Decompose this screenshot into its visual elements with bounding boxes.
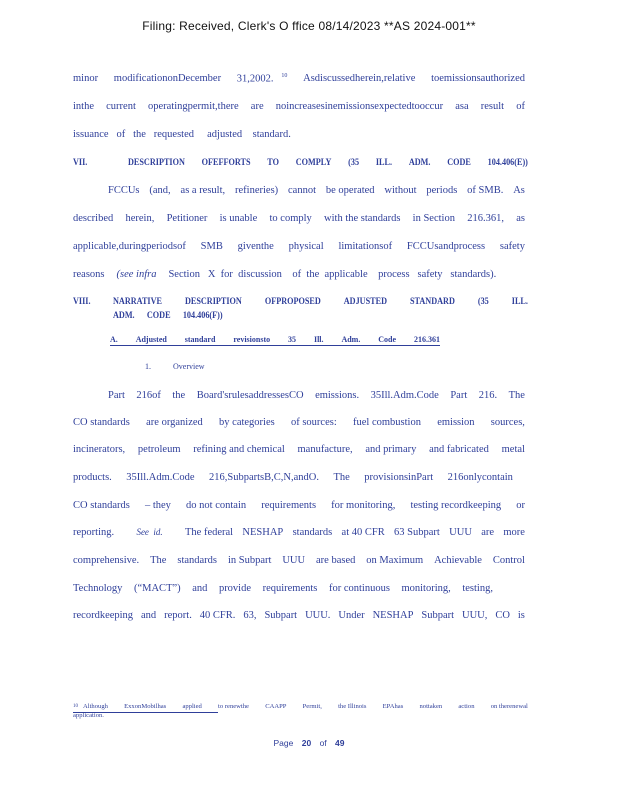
word: Petitioner — [166, 213, 208, 224]
word: are organized — [146, 417, 203, 428]
word: SMB — [200, 241, 223, 252]
word: 35 — [288, 335, 297, 344]
word: asa — [455, 101, 469, 112]
word: (“MACT”) — [133, 583, 181, 594]
word: DESCRIPTION — [128, 157, 185, 168]
word: noincreasesinemissionsexpectedtooccur — [275, 101, 444, 112]
word: physical — [288, 241, 324, 252]
word: Board'srulesaddressesCO — [196, 390, 304, 401]
word: of sources: — [290, 417, 337, 428]
word: COMPLY — [295, 157, 332, 168]
word: current — [106, 101, 136, 112]
word: reasons — [73, 269, 105, 280]
word: 216,SubpartsB,C,N,andO. — [209, 472, 319, 483]
word: NARRATIVE — [113, 296, 162, 307]
word: at 40 CFR — [341, 527, 385, 538]
word: 104.406(E)) — [487, 157, 528, 168]
word: nottaken — [419, 703, 443, 710]
word: CO — [495, 610, 510, 621]
word: Part — [108, 390, 125, 401]
word: Technology — [73, 583, 123, 594]
word: A. — [110, 335, 118, 344]
subsection-1-heading — [145, 362, 205, 371]
subsection-a-heading — [110, 335, 440, 346]
word: for continuous — [328, 583, 390, 594]
section-viii-heading — [73, 296, 528, 306]
word: with the standards — [324, 213, 401, 224]
word: for monitoring, — [331, 500, 396, 511]
subsection-title: Overview — [173, 362, 205, 371]
word: CODE — [447, 157, 471, 168]
word: Achievable — [434, 555, 482, 566]
word: The federal — [185, 527, 234, 538]
word: refining and chemical — [193, 444, 285, 455]
footnote-words — [83, 702, 528, 711]
word: toemissionsauthorized — [431, 73, 525, 84]
page-of: of — [319, 738, 327, 748]
heading-words — [128, 157, 528, 167]
word: TO — [267, 157, 279, 168]
word: 35Ill.Adm.Code — [126, 472, 195, 483]
word: standard — [184, 335, 216, 344]
word: described — [73, 213, 114, 224]
footnote-reference[interactable]: 10 — [281, 73, 288, 79]
footnote-line-1 — [73, 702, 528, 711]
word: (35 — [348, 157, 360, 168]
word: UUU — [282, 555, 306, 566]
total-pages: 49 — [335, 738, 345, 748]
paragraph-3-line-8 — [73, 583, 493, 594]
word: EPAhas — [382, 703, 404, 710]
word: emissions. — [315, 390, 360, 401]
word: herein, — [125, 213, 155, 224]
paragraph-1-line-2 — [73, 101, 525, 112]
word: without — [384, 185, 417, 196]
word: CO standards — [73, 417, 130, 428]
word: OFEFFORTS — [201, 157, 251, 168]
word: are — [481, 527, 495, 538]
word: 63 Subpart — [394, 527, 440, 538]
word: 216.361, — [467, 213, 504, 224]
word: Code — [378, 335, 397, 344]
word: DESCRIPTION — [184, 296, 242, 307]
word: ADM. — [408, 157, 431, 168]
word: (35 — [477, 296, 489, 307]
word: Permit, — [302, 703, 322, 710]
word: cannot — [288, 185, 317, 196]
word: The — [150, 555, 167, 566]
word: of SMB. — [467, 185, 504, 196]
word: 216. — [478, 390, 498, 401]
subsection-number: 1. — [145, 362, 151, 371]
paragraph-3-line-7 — [73, 555, 525, 566]
word: NESHAP — [242, 527, 284, 538]
word: Subpart — [264, 610, 298, 621]
page-label: Page — [273, 738, 294, 748]
word: Adjusted — [135, 335, 167, 344]
word: CO standards — [73, 500, 130, 511]
section-vii-heading — [73, 157, 528, 167]
page-number — [0, 738, 618, 748]
word: UUU. — [305, 610, 331, 621]
word: emission — [437, 417, 475, 428]
word: 35Ill.Adm.Code — [370, 390, 439, 401]
text-line: issuance of the requested adjusted standard. — [73, 129, 291, 140]
paragraph-2-line-1 — [73, 185, 525, 196]
citation-signal: (see infra — [116, 269, 157, 280]
footnote-number: 10 — [73, 704, 78, 709]
word: or — [516, 500, 525, 511]
word: FCCUsandprocess — [406, 241, 486, 252]
word: petroleum — [137, 444, 181, 455]
word: result — [480, 101, 505, 112]
filing-header: Filing: Received, Clerk's O ffice 08/14/2023 **AS 2024-001** — [142, 19, 476, 33]
paragraph-3-line-3 — [73, 444, 525, 455]
word: be operated — [325, 185, 375, 196]
word: Part — [450, 390, 468, 401]
word: ILL. — [511, 296, 528, 307]
word: products. — [73, 472, 112, 483]
word: CAAPP — [265, 703, 287, 710]
word: Subpart — [421, 610, 455, 621]
section-number: VIII. — [73, 296, 91, 307]
citation-signal: See id. — [136, 527, 163, 537]
word: FCCUs — [108, 185, 140, 196]
word: minor — [73, 73, 99, 84]
word: are — [250, 101, 264, 112]
heading-words — [113, 296, 528, 306]
word: 216onlycontain — [447, 472, 513, 483]
word — [237, 73, 288, 85]
word: testing recordkeeping — [410, 500, 502, 511]
word: giventhe — [237, 241, 274, 252]
line-rest — [185, 527, 525, 538]
paragraph-3-line-4 — [73, 472, 513, 483]
word: UUU — [449, 527, 472, 538]
word: is unable — [219, 213, 258, 224]
word: monitoring, — [401, 583, 451, 594]
word: provide — [218, 583, 252, 594]
word: Under — [338, 610, 365, 621]
word: 216.361 — [413, 335, 440, 344]
word: on therenewal — [490, 703, 528, 710]
word: to renewthe — [218, 703, 249, 710]
word: inthe — [73, 101, 94, 112]
word: on Maximum — [366, 555, 424, 566]
paragraph-2-line-2 — [73, 213, 525, 224]
section-number: VII. — [73, 157, 88, 168]
paragraph-1-line-1 — [73, 73, 525, 85]
word: as — [516, 213, 525, 224]
word: ILL. — [375, 157, 393, 168]
word: revisionsto — [233, 335, 271, 344]
word: limitationsof — [338, 241, 393, 252]
word: Control — [492, 555, 525, 566]
paragraph-3-line-5 — [73, 500, 525, 511]
word: – they — [144, 500, 171, 511]
section-viii-heading-line-2: ADM. CODE 104.406(F)) — [113, 310, 223, 321]
word: 40 CFR. — [199, 610, 236, 621]
word: the Illinois — [338, 703, 367, 710]
word: The — [333, 472, 350, 483]
word: The — [508, 390, 525, 401]
word: standards — [177, 555, 218, 566]
word: ADJUSTED — [343, 296, 387, 307]
word: provisionsinPart — [364, 472, 434, 483]
word: manufacture, — [297, 444, 353, 455]
current-page: 20 — [301, 738, 312, 748]
word: and — [192, 583, 208, 594]
word: comprehensive. — [73, 555, 140, 566]
word: to comply — [269, 213, 312, 224]
word: 216of — [136, 390, 161, 401]
word: refineries) — [235, 185, 279, 196]
word: UUU, — [462, 610, 488, 621]
word: 63, — [243, 610, 257, 621]
word: As — [513, 185, 525, 196]
word: Ill. — [313, 335, 324, 344]
word: (and, — [149, 185, 171, 196]
word: and fabricated — [429, 444, 489, 455]
word: of — [516, 101, 525, 112]
word: fuel combustion — [353, 417, 421, 428]
paragraph-3-line-9 — [73, 610, 525, 621]
word: action — [458, 703, 475, 710]
word: in Section — [412, 213, 455, 224]
word: do not contain — [186, 500, 247, 511]
word: as a result, — [180, 185, 226, 196]
text-line: Section X for discussion of the applicable process safety standards). — [168, 269, 497, 280]
word: OFPROPOSED — [264, 296, 321, 307]
paragraph-3-line-1 — [73, 390, 525, 401]
word: requirements — [261, 500, 317, 511]
word: are based — [316, 555, 356, 566]
word: more — [503, 527, 525, 538]
word: reporting. — [73, 527, 115, 538]
word: NESHAP — [372, 610, 414, 621]
word: incinerators, — [73, 444, 126, 455]
word: metal — [501, 444, 525, 455]
word: recordkeeping — [73, 610, 134, 621]
footnote-line-2: application. — [73, 712, 104, 719]
word: requirements — [262, 583, 318, 594]
word: is — [517, 610, 525, 621]
word: and primary — [365, 444, 417, 455]
word: applicable,duringperiodsof — [73, 241, 186, 252]
word: ExxonMobilhas — [124, 703, 167, 710]
word: STANDARD — [409, 296, 455, 307]
word: testing, — [462, 583, 493, 594]
word: Asdiscussedherein,relative — [303, 73, 416, 84]
word: standards — [292, 527, 333, 538]
paragraph-2-line-3 — [73, 241, 525, 252]
word: modificationonDecember — [113, 73, 222, 84]
word: the — [172, 390, 186, 401]
word: and — [141, 610, 157, 621]
word: periods — [426, 185, 458, 196]
word: operatingpermit,there — [147, 101, 239, 112]
word: by categories — [219, 417, 275, 428]
paragraph-1-line-3 — [73, 129, 525, 140]
paragraph-3-line-2 — [73, 417, 525, 428]
word: in Subpart — [227, 555, 272, 566]
footnote — [73, 702, 528, 720]
word: 31,2002. — [236, 73, 274, 85]
word: report. — [164, 610, 192, 621]
word: sources, — [490, 417, 525, 428]
paragraph-2-line-4 — [73, 269, 525, 280]
paragraph-3-line-6 — [73, 527, 525, 538]
word: Although — [83, 703, 108, 710]
word: safety — [499, 241, 525, 252]
word: applied — [182, 703, 202, 710]
word: Adm. — [341, 335, 361, 344]
